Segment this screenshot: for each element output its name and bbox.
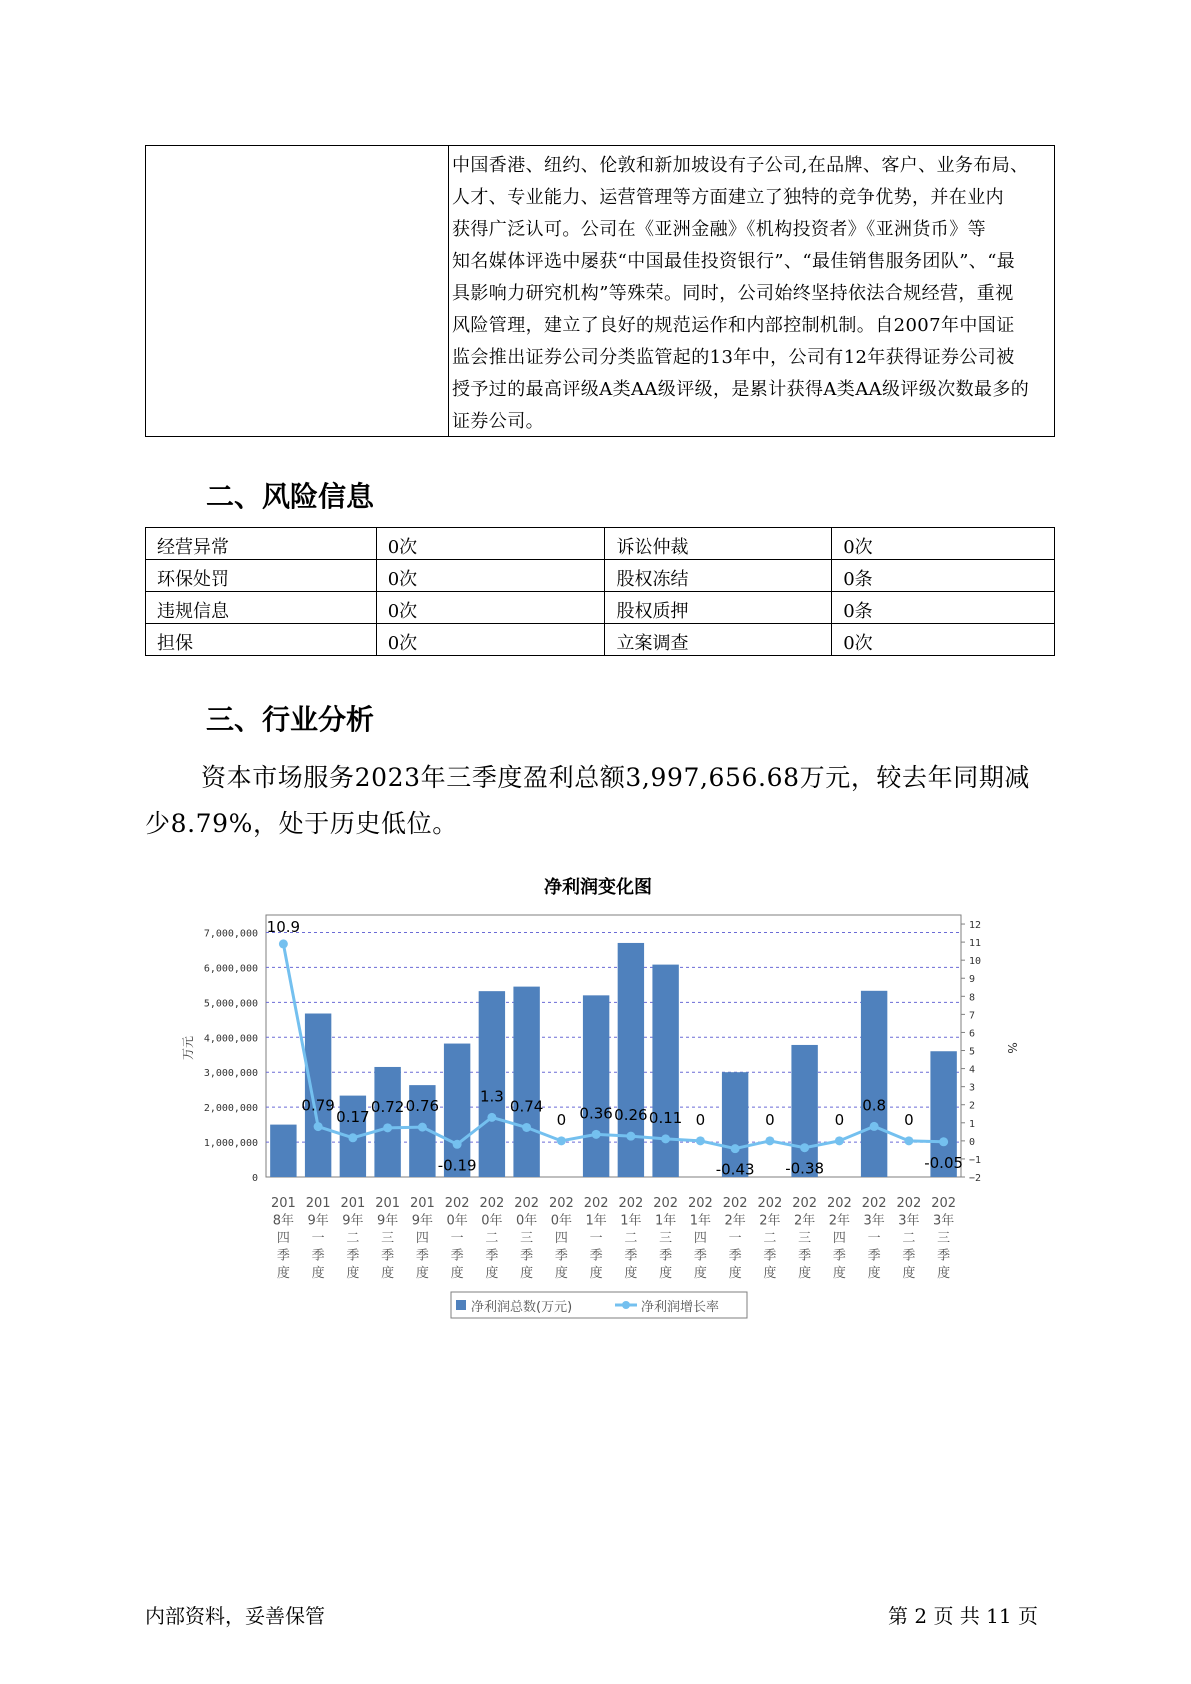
risk-label: 担保 (146, 624, 377, 656)
x-tick-label: 202 2年四季度 (826, 1196, 852, 1281)
data-label: 0 (834, 1110, 845, 1129)
risk-value: 0次 (376, 528, 605, 560)
y2-tick-label: 0 (969, 1136, 976, 1148)
legend-swatch-bar (456, 1300, 466, 1310)
section-heading-risk: 二、风险信息 (206, 480, 375, 513)
bar (513, 987, 539, 1177)
y2-tick-label: 12 (969, 920, 982, 932)
bar (374, 1067, 400, 1177)
risk-label: 股权质押 (605, 592, 832, 624)
x-tick-label: 202 1年一季度 (583, 1196, 609, 1281)
x-tick-label: 201 9年三季度 (375, 1196, 401, 1281)
line-point (661, 1134, 670, 1143)
line-point (522, 1123, 531, 1132)
x-tick-label: 202 3年一季度 (861, 1196, 887, 1281)
line-point (626, 1132, 635, 1141)
industry-paragraph: 资本市场服务2023年三季度盈利总额3,997,656.68万元，较去年同期减少8.79%，处于历史低位。 (145, 763, 1031, 838)
y2-tick-label: −1 (969, 1154, 982, 1166)
bar (270, 1125, 296, 1177)
chart-title: 净利润变化图 (544, 877, 652, 898)
x-tick-label: 202 2年一季度 (722, 1196, 748, 1281)
risk-label: 环保处罚 (146, 560, 377, 592)
line-point (279, 939, 288, 948)
legend (451, 1292, 747, 1318)
line-point (418, 1123, 427, 1132)
right-axis (961, 920, 981, 1184)
intro-line: 获得广泛认可。公司在《亚洲金融》《机构投资者》《亚洲货币》等 (452, 219, 986, 240)
bar (618, 943, 644, 1177)
x-tick-label: 202 2年二季度 (757, 1196, 783, 1281)
data-label: 0 (904, 1110, 914, 1129)
data-label: 0.79 (301, 1096, 335, 1115)
line-point (800, 1143, 809, 1152)
bar-series (270, 943, 957, 1177)
y2-tick-label: −2 (969, 1173, 982, 1184)
risk-value: 0次 (832, 528, 1055, 560)
data-label: 10.9 (266, 917, 301, 936)
x-tick-label: 201 8年四季度 (270, 1196, 296, 1281)
risk-value: 0条 (832, 592, 1055, 624)
line-point (348, 1133, 357, 1142)
x-tick-label: 202 1年二季度 (618, 1196, 644, 1281)
data-label: -0.05 (924, 1153, 964, 1172)
footer-left: 内部资料，妥善保管 (145, 1604, 325, 1628)
footer-page-number: 第 2 页 共 11 页 (888, 1604, 1038, 1628)
y2-tick-label: 4 (969, 1064, 976, 1076)
data-label: -0.19 (437, 1156, 477, 1175)
risk-label: 诉讼仲裁 (605, 528, 832, 560)
line-point (314, 1122, 323, 1131)
risk-value: 0次 (376, 560, 605, 592)
data-label: -0.38 (785, 1159, 825, 1178)
data-label: 0 (695, 1110, 706, 1129)
x-tick-label: 202 2年三季度 (792, 1196, 818, 1281)
line-point (592, 1130, 601, 1139)
risk-label: 违规信息 (146, 592, 377, 624)
x-tick-label: 201 9年一季度 (305, 1196, 331, 1281)
y2-tick-label: 8 (969, 992, 976, 1004)
x-tick-label: 202 0年三季度 (514, 1196, 540, 1281)
x-tick-label: 202 3年二季度 (896, 1196, 922, 1281)
data-label: 0.76 (405, 1097, 440, 1116)
intro-line: 知名媒体评选中屡获“中国最佳投资银行”、“最佳销售服务团队”、“最 (452, 251, 1016, 272)
x-tick-label: 201 9年四季度 (409, 1196, 435, 1281)
x-tick-label: 202 1年三季度 (653, 1196, 679, 1281)
line-point (870, 1122, 879, 1131)
data-label: 0.72 (370, 1097, 405, 1116)
intro-line: 授予过的最高评级A类AA级评级，是累计获得A类AA级评级次数最多的 (452, 379, 1030, 400)
y-axis-label: 万元 (181, 1035, 195, 1061)
data-label: 1.3 (479, 1087, 504, 1106)
y2-tick-label: 7 (969, 1010, 976, 1022)
x-tick-label: 202 0年二季度 (479, 1196, 505, 1281)
line-point (453, 1140, 462, 1149)
y2-tick-label: 1 (969, 1118, 976, 1130)
legend-marker (622, 1301, 630, 1309)
line-point (696, 1136, 705, 1145)
y2-tick-label: 3 (969, 1082, 976, 1094)
intro-line: 人才、专业能力、运营管理等方面建立了独特的竞争优势，并在业内 (452, 187, 1004, 208)
risk-value: 0次 (376, 592, 605, 624)
line-point (731, 1144, 740, 1153)
data-label: 0.36 (579, 1104, 613, 1123)
bar (652, 965, 678, 1177)
intro-line: 中国香港、纽约、伦敦和新加坡设有子公司,在品牌、客户、业务布局、 (452, 155, 1029, 176)
y-tick-label: 4,000,000 (203, 1033, 258, 1045)
y2-tick-label: 6 (969, 1028, 976, 1040)
y2-tick-label: 11 (969, 938, 982, 950)
y2-axis-label: % (1005, 1042, 1019, 1054)
data-label: 0.26 (614, 1106, 648, 1125)
intro-line: 监会推出证券公司分类监管起的13年中，公司有12年获得证券公司被 (452, 347, 1015, 368)
y2-tick-label: 10 (969, 956, 982, 968)
data-label: 0.8 (862, 1096, 887, 1115)
data-label: 0.74 (509, 1097, 544, 1116)
x-axis (271, 1196, 956, 1281)
risk-value: 0次 (376, 624, 605, 656)
y2-tick-label: 5 (969, 1046, 976, 1058)
data-label: 0 (556, 1110, 567, 1129)
bar (791, 1045, 817, 1177)
x-tick-label: 202 1年四季度 (687, 1196, 713, 1281)
section-heading-industry: 三、行业分析 (206, 703, 375, 736)
y-tick-label: 1,000,000 (203, 1138, 258, 1150)
intro-line: 风险管理，建立了良好的规范运作和内部控制机制。自2007年中国证 (452, 315, 1015, 336)
y2-tick-label: 9 (969, 974, 976, 986)
legend-label-bar: 净利润总数(万元) (471, 1300, 573, 1315)
data-label: -0.43 (715, 1160, 755, 1179)
y-tick-label: 2,000,000 (203, 1103, 258, 1115)
line-point (557, 1136, 566, 1145)
line-point (904, 1136, 913, 1145)
bar (479, 991, 505, 1177)
x-tick-label: 202 3年三季度 (931, 1196, 957, 1281)
bar (305, 1014, 331, 1177)
y-tick-label: 0 (251, 1173, 258, 1184)
risk-label: 经营异常 (146, 528, 377, 560)
legend-label-line: 净利润增长率 (641, 1300, 720, 1315)
plot-area (266, 915, 964, 1177)
bar (583, 995, 609, 1177)
intro-line: 证券公司。 (452, 411, 544, 432)
y-tick-label: 6,000,000 (203, 963, 258, 975)
data-label: 0 (765, 1110, 775, 1129)
y-tick-label: 7,000,000 (203, 928, 258, 940)
y-tick-label: 5,000,000 (203, 998, 258, 1010)
risk-label: 股权冻结 (605, 560, 832, 592)
data-label: 0.17 (336, 1107, 370, 1126)
intro-line: 具影响力研究机构”等殊荣。同时，公司始终坚持依法合规经营，重视 (452, 283, 1014, 304)
x-tick-label: 201 9年二季度 (340, 1196, 366, 1281)
left-axis (204, 928, 258, 1184)
line-point (939, 1137, 948, 1146)
x-tick-label: 202 0年一季度 (444, 1196, 470, 1281)
line-point (487, 1113, 496, 1122)
y2-tick-label: 2 (969, 1100, 976, 1112)
line-point (835, 1136, 844, 1145)
bar (861, 991, 887, 1177)
x-tick-label: 202 0年四季度 (548, 1196, 574, 1281)
line-point (765, 1136, 774, 1145)
risk-label: 立案调查 (605, 624, 832, 656)
risk-value: 0条 (832, 560, 1055, 592)
risk-value: 0次 (832, 624, 1055, 656)
y-tick-label: 3,000,000 (203, 1068, 258, 1080)
data-label: 0.11 (648, 1108, 683, 1127)
line-point (383, 1123, 392, 1132)
line-series (267, 918, 963, 1179)
